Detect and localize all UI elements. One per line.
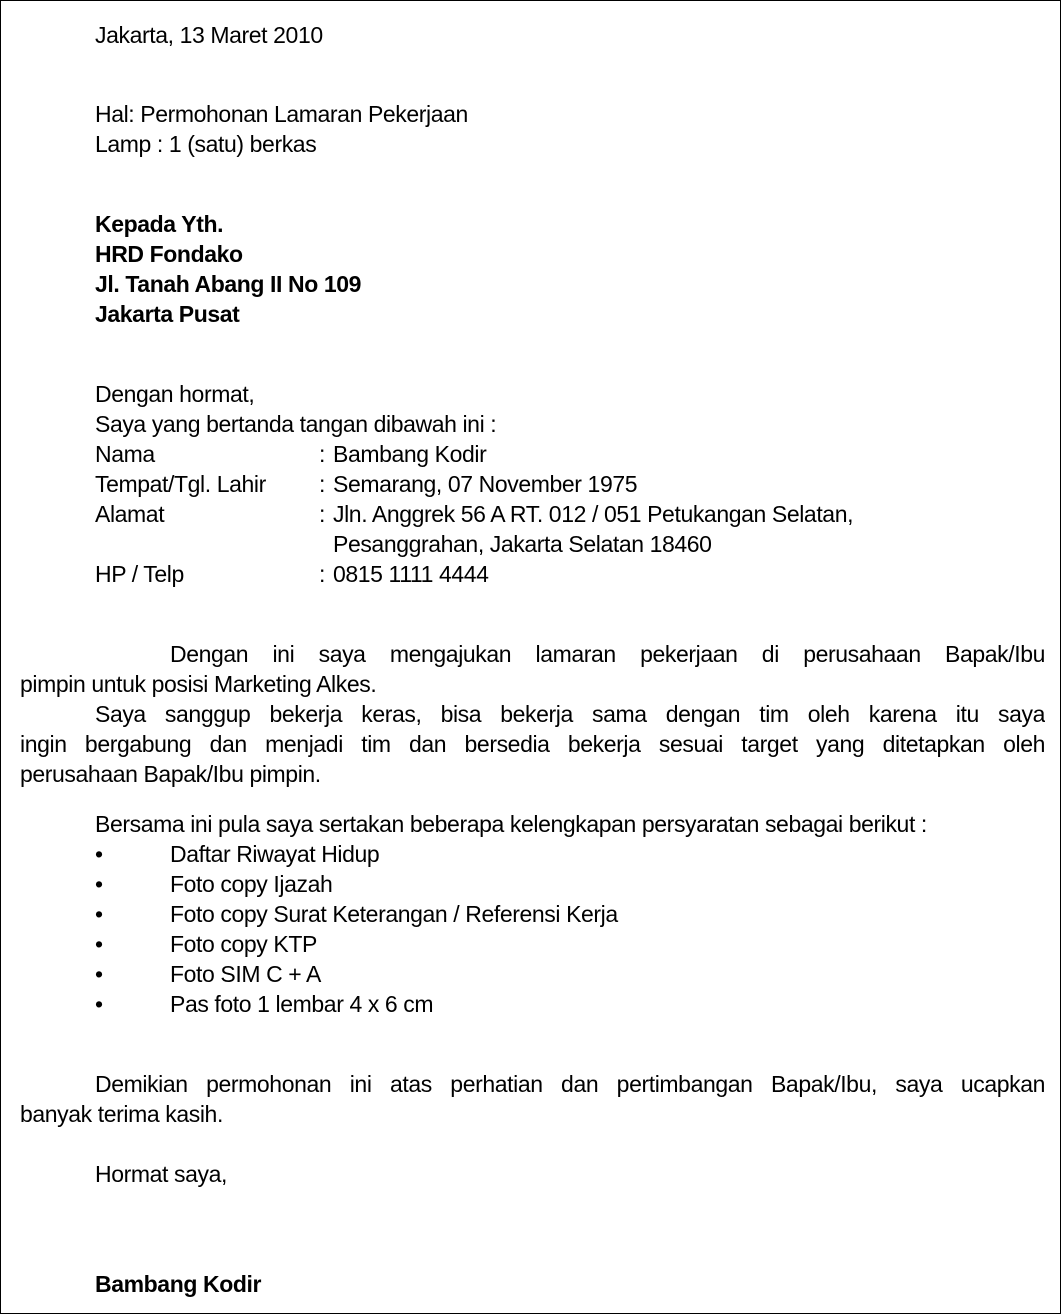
recipient-line-1: Kepada Yth. xyxy=(95,211,224,237)
subject-line: Hal: Permohonan Lamaran Pekerjaan xyxy=(95,101,468,127)
bullet-icon: • xyxy=(95,901,103,927)
bullet-icon: • xyxy=(95,871,103,897)
sign-off: Hormat saya, xyxy=(95,1161,227,1187)
closing-line-2: banyak terima kasih. xyxy=(20,1101,223,1127)
bullet-icon: • xyxy=(95,991,103,1017)
list-item-text: Foto copy Surat Keterangan / Referensi Kerja xyxy=(170,901,618,927)
signature-name: Bambang Kodir xyxy=(95,1271,262,1297)
field-label: Tempat/Tgl. Lahir xyxy=(95,471,266,497)
recipient-line-3: Jl. Tanah Abang II No 109 xyxy=(95,271,362,297)
field-value: Bambang Kodir xyxy=(333,441,487,467)
recipient-line-4: Jakarta Pusat xyxy=(95,301,240,327)
field-value: Semarang, 07 November 1975 xyxy=(333,471,638,497)
intro-line: Saya yang bertanda tangan dibawah ini : xyxy=(95,411,497,437)
list-item-text: Daftar Riwayat Hidup xyxy=(170,841,380,867)
attachment-count-line: Lamp : 1 (satu) berkas xyxy=(95,131,317,157)
field-value: Pesanggrahan, Jakarta Selatan 18460 xyxy=(333,531,712,557)
field-colon: : xyxy=(319,501,325,527)
greeting: Dengan hormat, xyxy=(95,381,255,407)
field-value: Jln. Anggrek 56 A RT. 012 / 051 Petukangan Selatan, xyxy=(333,501,854,527)
field-colon: : xyxy=(319,441,325,467)
bullet-icon: • xyxy=(95,931,103,957)
field-colon: : xyxy=(319,561,325,587)
closing-line-1: Demikian permohonan ini atas perhatian dan pertimbangan Bapak/Ibu, saya ucapkan xyxy=(95,1071,1045,1097)
paragraph-2-line-3: perusahaan Bapak/Ibu pimpin. xyxy=(20,761,321,787)
paragraph-1-line-1: Dengan ini saya mengajukan lamaran pekerjaan di perusahaan Bapak/Ibu xyxy=(170,641,1045,667)
paragraph-2-line-2: ingin bergabung dan menjadi tim dan bersedia bekerja sesuai target yang ditetapkan oleh xyxy=(20,731,1045,757)
list-item-text: Pas foto 1 lembar 4 x 6 cm xyxy=(170,991,434,1017)
field-label: Alamat xyxy=(95,501,165,527)
date-line: Jakarta, 13 Maret 2010 xyxy=(95,22,323,48)
bullet-icon: • xyxy=(95,841,103,867)
list-item-text: Foto copy Ijazah xyxy=(170,871,333,897)
field-label: HP / Telp xyxy=(95,561,184,587)
recipient-line-2: HRD Fondako xyxy=(95,241,243,267)
bullet-icon: • xyxy=(95,961,103,987)
attachments-intro: Bersama ini pula saya sertakan beberapa kelengkapan persyaratan sebagai berikut : xyxy=(95,811,927,837)
list-item-text: Foto copy KTP xyxy=(170,931,317,957)
field-value: 0815 1111 4444 xyxy=(333,561,489,587)
paragraph-2-line-1: Saya sanggup bekerja keras, bisa bekerja sama dengan tim oleh karena itu saya xyxy=(95,701,1045,727)
field-colon: : xyxy=(319,471,325,497)
paragraph-1-line-2: pimpin untuk posisi Marketing Alkes. xyxy=(20,671,377,697)
list-item-text: Foto SIM C + A xyxy=(170,961,321,987)
field-label: Nama xyxy=(95,441,155,467)
